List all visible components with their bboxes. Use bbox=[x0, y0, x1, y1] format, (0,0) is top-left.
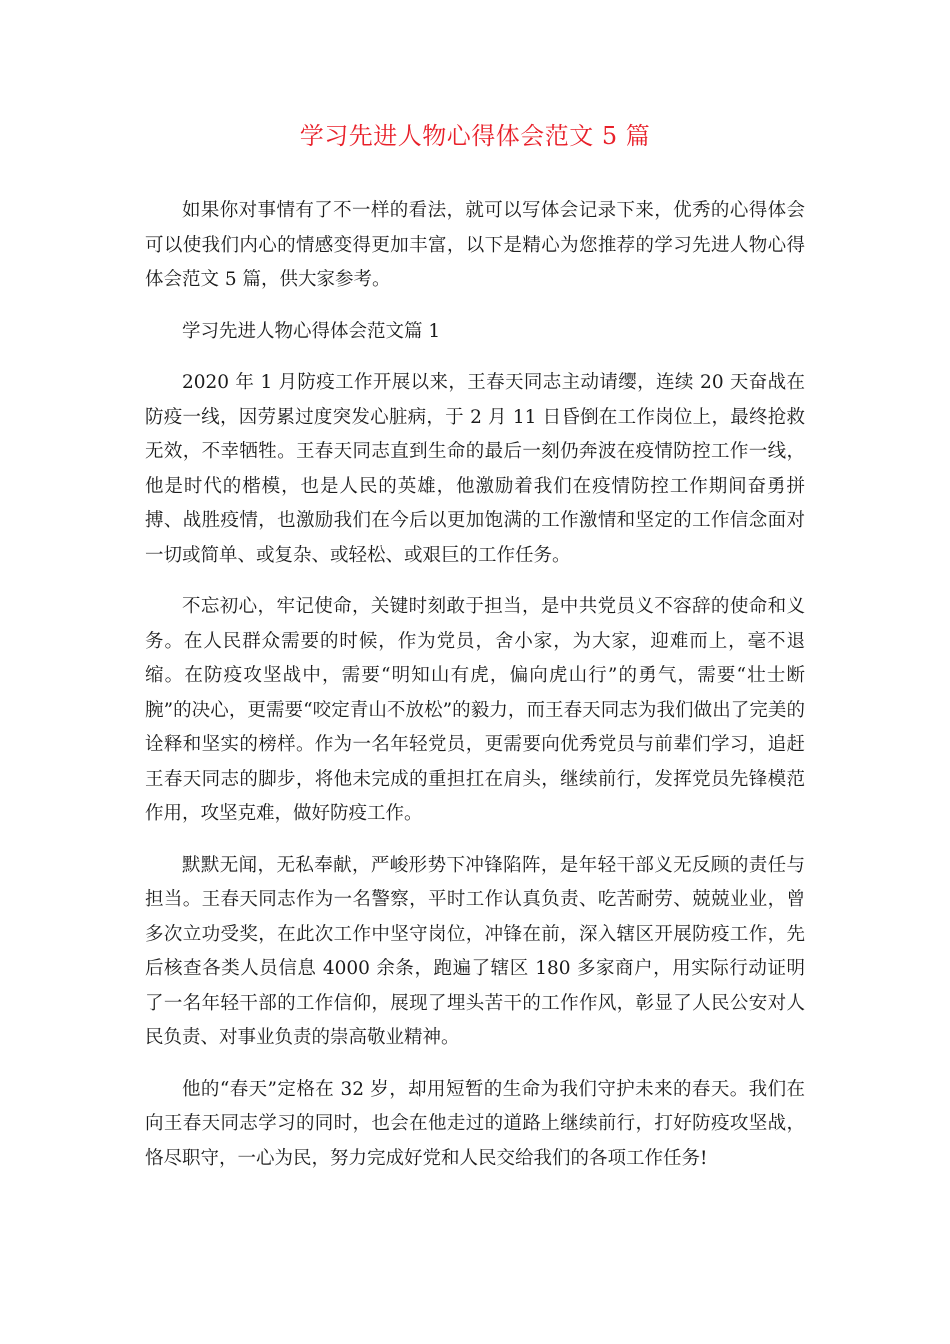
section-heading: 学习先进人物心得体会范文篇 1 bbox=[182, 320, 441, 342]
body-paragraph: 不忘初心，牢记使命，关键时刻敢于担当，是中共党员义不容辞的使命和义务。在人民群众需要的时候，作为党员，舍小家，为大家，迎难而上，毫不退缩。在防疫攻坚战中，需要“明知山有虎，偏向虎山行”的勇气，需要“壮士断腕”的决心，更需要“咬定青山不放松”的毅力，而王春天同志为我们做出了完美的诠释和坚实的榜样。作为一名年轻党员，更需要向优秀党员与前辈们学习，追赶王春天同志的脚步，将他未完成的重担扛在肩头，继续前行，发挥党员先锋模范作用，攻坚克难，做好防疫工作。 bbox=[145, 596, 805, 824]
document-title: 学习先进人物心得体会范文 5 篇 bbox=[299, 122, 651, 150]
body-paragraph: 他的“春天”定格在 32 岁，却用短暂的生命为我们守护未来的春天。我们在向王春天同志学习的同时，也会在他走过的道路上继续前行，打好防疫攻坚战，恪尽职守，一心为民，努力完成好党和人民交给我们的各项工作任务! bbox=[145, 1078, 805, 1169]
intro-paragraph: 如果你对事情有了不一样的看法，就可以写体会记录下来，优秀的心得体会可以使我们内心的情感变得更加丰富，以下是精心为您推荐的学习先进人物心得体会范文 5 篇，供大家参考。 bbox=[145, 200, 805, 290]
body-paragraph: 2020 年 1 月防疫工作开展以来，王春天同志主动请缨，连续 20 天奋战在防疫一线，因劳累过度突发心脏病，于 2 月 11 日昏倒在工作岗位上，最终抢救无效，不幸牺牲。王春天同志直到生命的最后一刻仍奔波在疫情防控工作一线，他是时代的楷模，也是人民的英雄，他激励着我们在疫情防控工作期间奋勇拼搏、战胜疫情，也激励我们在今后以更加饱满的工作激情和坚定的工作信念面对一切或简单、或复杂、或轻松、或艰巨的工作任务。 bbox=[145, 372, 805, 566]
body-paragraph: 默默无闻，无私奉献，严峻形势下冲锋陷阵，是年轻干部义无反顾的责任与担当。王春天同志作为一名警察，平时工作认真负责、吃苦耐劳、兢兢业业，曾多次立功受奖，在此次工作中坚守岗位，冲锋在前，深入辖区开展防疫工作，先后核查各类人员信息 4000 余条，跑遍了辖区 180 多家商户，用实际行动证明了一名年轻干部的工作信仰，展现了埋头苦干的工作作风，彰显了人民公安对人民负责、对事业负责的崇高敬业精神。 bbox=[145, 854, 805, 1048]
